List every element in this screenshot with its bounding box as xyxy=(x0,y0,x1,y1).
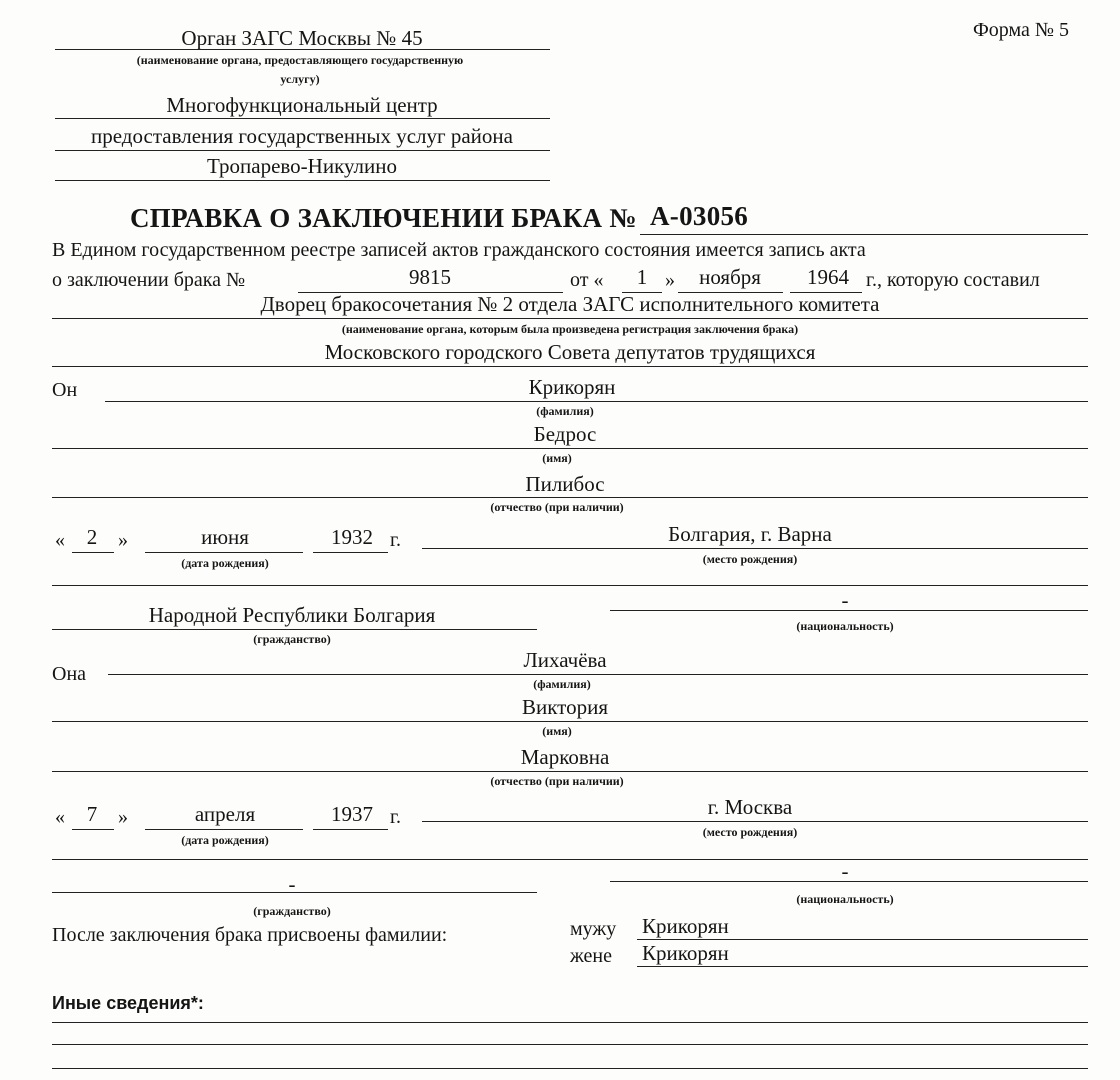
husband-new-surname: Крикорян xyxy=(642,914,729,938)
record-number-label: о заключении брака № xyxy=(52,269,246,291)
wife-birth-day: 7 xyxy=(86,802,98,826)
birth-place-caption: (место рождения) xyxy=(702,825,798,839)
wife-label: Она xyxy=(52,663,87,685)
wife-name: Виктория xyxy=(522,695,608,719)
underline xyxy=(55,150,550,151)
issuing-organ-line4: Тропарево-Никулино xyxy=(206,154,398,178)
birth-date-caption: (дата рождения) xyxy=(181,556,269,570)
underline xyxy=(72,829,114,830)
underline xyxy=(313,552,388,553)
wife-new-surname-label: жене xyxy=(570,945,613,967)
underline xyxy=(145,552,303,553)
husband-surname: Крикорян xyxy=(528,375,616,399)
underline xyxy=(52,1022,1088,1023)
after-marriage-label: После заключения брака присвоены фамилии: xyxy=(52,924,448,946)
issuing-organ-line1: Орган ЗАГС Москвы № 45 xyxy=(181,26,423,50)
underline xyxy=(422,821,1088,822)
record-date-day-close: » xyxy=(665,269,675,291)
registration-organ-caption: (наименование органа, которым была произведена регистрация заключения брака) xyxy=(341,322,799,336)
underline xyxy=(52,629,537,630)
underline xyxy=(52,366,1088,367)
nationality-caption: (национальность) xyxy=(796,892,894,906)
other-info-label: Иные сведения*: xyxy=(52,993,204,1013)
husband-name: Бедрос xyxy=(533,422,597,446)
husband-patronymic: Пилибос xyxy=(525,472,605,496)
husband-nationality: - xyxy=(841,588,849,612)
husband-birth-quote-open: « xyxy=(55,529,65,551)
underline xyxy=(52,1068,1088,1069)
underline xyxy=(640,234,1088,235)
wife-birth-year: 1937 xyxy=(331,802,373,826)
underline xyxy=(52,859,1088,860)
underline xyxy=(52,497,1088,498)
husband-citizenship: Народной Республики Болгария xyxy=(148,603,436,627)
wife-new-surname: Крикорян xyxy=(642,941,729,965)
underline xyxy=(55,118,550,119)
underline xyxy=(637,939,1088,940)
wife-citizenship: - xyxy=(288,872,296,896)
registration-organ-line1: Дворец бракосочетания № 2 отдела ЗАГС исполнительного комитета xyxy=(260,292,880,316)
underline xyxy=(145,829,303,830)
issuing-organ-caption-2: услугу) xyxy=(280,72,320,86)
underline xyxy=(52,892,537,893)
underline xyxy=(55,49,550,50)
citizenship-caption: (гражданство) xyxy=(253,632,331,646)
record-date-year: 1964 xyxy=(807,265,849,289)
husband-birth-year: 1932 xyxy=(331,525,373,549)
underline xyxy=(52,585,1088,586)
underline xyxy=(313,829,388,830)
husband-birth-place: Болгария, г. Варна xyxy=(668,522,832,546)
record-date-day: 1 xyxy=(636,265,648,289)
patronymic-caption: (отчество (при наличии) xyxy=(490,774,624,788)
wife-birth-month: апреля xyxy=(194,802,256,826)
certificate-title: СПРАВКА О ЗАКЛЮЧЕНИИ БРАКА № xyxy=(130,203,637,233)
husband-birth-quote-close: » xyxy=(118,529,128,551)
underline xyxy=(52,771,1088,772)
husband-birth-year-g: г. xyxy=(390,529,401,551)
underline xyxy=(637,966,1088,967)
record-date-month: ноября xyxy=(699,265,761,289)
surname-caption: (фамилия) xyxy=(536,404,594,418)
name-caption: (имя) xyxy=(542,451,572,465)
underline xyxy=(610,881,1088,882)
underline xyxy=(422,548,1088,549)
issuing-organ-line2: Многофункциональный центр xyxy=(166,93,438,117)
underline xyxy=(72,552,114,553)
wife-surname: Лихачёва xyxy=(523,648,607,672)
form-number: Форма № 5 xyxy=(973,19,1069,41)
wife-birth-place: г. Москва xyxy=(707,795,793,819)
underline xyxy=(105,401,1088,402)
issuing-organ-line3: предоставления государственных услуг района xyxy=(91,124,513,148)
underline xyxy=(55,180,550,181)
birth-date-caption: (дата рождения) xyxy=(181,833,269,847)
record-date-from-label: от « xyxy=(570,269,604,291)
surname-caption: (фамилия) xyxy=(533,677,591,691)
nationality-caption: (национальность) xyxy=(796,619,894,633)
issuing-organ-caption-1: (наименование органа, предоставляющего государственную xyxy=(136,53,464,67)
record-number: 9815 xyxy=(409,265,451,289)
underline xyxy=(610,610,1088,611)
husband-new-surname-label: мужу xyxy=(570,918,617,940)
husband-label: Он xyxy=(52,379,78,401)
patronymic-caption: (отчество (при наличии) xyxy=(490,500,624,514)
wife-birth-year-g: г. xyxy=(390,806,401,828)
record-intro: В Едином государственном реестре записей актов гражданского состояния имеется запись акта xyxy=(52,239,866,261)
wife-patronymic: Марковна xyxy=(520,745,610,769)
husband-birth-day: 2 xyxy=(86,525,98,549)
name-caption: (имя) xyxy=(542,724,572,738)
underline xyxy=(52,318,1088,319)
underline xyxy=(52,1044,1088,1045)
wife-birth-quote-close: » xyxy=(118,806,128,828)
registration-organ-line2: Московского городского Совета депутатов трудящихся xyxy=(324,340,816,364)
certificate-number: А-03056 xyxy=(650,201,749,231)
underline xyxy=(52,721,1088,722)
underline xyxy=(52,448,1088,449)
citizenship-caption: (гражданство) xyxy=(253,904,331,918)
wife-birth-quote-open: « xyxy=(55,806,65,828)
underline xyxy=(108,674,1088,675)
birth-place-caption: (место рождения) xyxy=(702,552,798,566)
record-year-suffix: г., которую составил xyxy=(866,269,1040,291)
husband-birth-month: июня xyxy=(201,525,249,549)
wife-nationality: - xyxy=(841,859,849,883)
